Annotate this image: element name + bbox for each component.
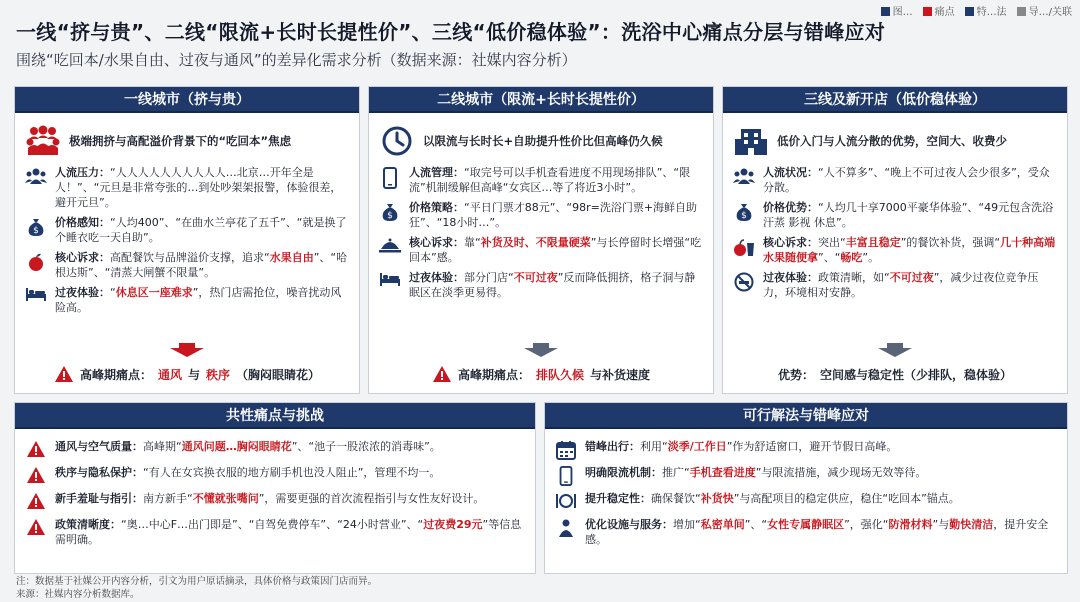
fruit-icon <box>26 252 46 272</box>
row-crowd-management: 人流管理：“取完号可以手机查看进度不用现场排队”、“限流”机制缓解但高峰“女宾区…等了将近3小时”。 <box>377 165 705 195</box>
row-policy-clarity: 政策清晰度：“奥…中心F…出门即是”、“自驾免费停车”、“24小时营业”、“过夜费29元”等信息需明确。 <box>25 517 525 547</box>
svg-text:$: $ <box>741 211 747 221</box>
money-bag-icon <box>734 202 754 222</box>
row-overnight: 过夜体验：政策清晰，如“不可过夜”，减少过夜位竞争压力，环境相对安静。 <box>731 270 1059 300</box>
phone-icon <box>383 167 397 189</box>
no-bed-icon <box>734 272 754 292</box>
row-off-peak: 错峰出行：利用“淡季/工作日”作为舒适窗口，避开节假日高峰。 <box>555 439 1057 459</box>
money-bag-icon <box>380 202 400 222</box>
people-icon <box>25 167 47 185</box>
bed-icon <box>25 287 47 301</box>
row-price-strategy: $ 价格策略：“平日门票才88元”、“98r=洗浴门票+海鲜自助狂”、“18小时…”。 <box>377 200 705 230</box>
panel-common-pain-points <box>14 402 536 574</box>
money-bag-icon <box>26 217 46 237</box>
building-icon <box>733 125 769 157</box>
phone-icon <box>559 466 573 486</box>
row-overnight: 过夜体验：“休息区一座难求”，热门店需抢位，噪音扰动风险高。 <box>23 285 351 315</box>
row-order-privacy: 秩序与隐私保护：“有人在女宾换衣服的地方刷手机也没人阻止”，管理不均一。 <box>25 465 525 485</box>
row-price-advantage: $ 价格优势：“人均几十享7000平豪华体验”、“49元包含洗浴 汗蒸 影视 休息”。 <box>731 200 1059 230</box>
svg-text:$: $ <box>33 226 39 236</box>
crowd-icon <box>25 125 61 157</box>
page-subtitle: 围绕“吃回本/水果自由、过夜与通风”的差异化需求分析（数据来源：社媒内容分析） <box>16 51 577 69</box>
row-facilities: 优化设施与服务：增加“私密单间”、“女性专属静眠区”，强化“防滑材料”与勤快清洁，提升安全感。 <box>555 517 1057 547</box>
warning-icon <box>26 492 46 510</box>
fruit-drink-icon <box>733 237 755 257</box>
row-core-demand: 核心诉求：突出“丰富且稳定”的餐饮补货，强调“几十种高端水果随便拿”、“畅吃”。 <box>731 235 1059 265</box>
panel-intro: 低价入门与人流分散的优势，空间大、收费少 <box>733 125 1057 157</box>
warning-icon <box>26 440 46 458</box>
people-icon <box>733 167 755 185</box>
row-flow-limit: 明确限流机制：推广“手机查看进度”与限流措施，减少现场无效等待。 <box>555 465 1057 485</box>
legend-item: 图… <box>881 3 913 18</box>
row-crowd-pressure: 人流压力：“人人人人人人人人人人…北京…开年全是人！”、“元旦是非常夸张的…到处吵架架报警，体验很差，避开元旦”。 <box>23 165 351 210</box>
panel-intro: 以限流与长时长+自助提升性价比但高峰仍久候 <box>379 125 703 157</box>
cutlery-plate-icon <box>555 492 577 510</box>
service-icon <box>556 518 576 538</box>
warning-icon <box>26 466 46 484</box>
panel-tier1 <box>14 86 360 394</box>
row-ventilation: 通风与空气质量：高峰期“通风问题…胸闷眼睛花”、“池子一股浓浓的消毒味”。 <box>25 439 525 459</box>
calendar-icon <box>556 440 576 460</box>
advantage-point: 优势： 空间感与稳定性（少排队，稳体验） <box>777 368 1013 382</box>
row-newbie-guidance: 新手羞耻与指引：南方新手“不懂就张嘴问”，需要更强的首次流程指引与女性友好设计。 <box>25 491 525 511</box>
panel-tier2 <box>368 86 714 394</box>
legend-item: 导…/关联 <box>1017 3 1072 18</box>
footnote: 注：数据基于社媒公开内容分析，引文为用户原话摘录，具体价格与政策因门店而异。 来源：社媒内容分析数据库。 <box>16 576 378 600</box>
panel-header: 可行解法与错峰应对 <box>545 403 1067 429</box>
pain-point: 高峰期痛点： 通风 与 秩序 （胸闷眼睛花） <box>15 365 359 383</box>
down-arrow-icon <box>524 343 558 357</box>
legend <box>881 3 1072 18</box>
row-crowd-status: 人流状况：“人不算多”、“晚上不可过夜人会少很多”，受众分散。 <box>731 165 1059 195</box>
warning-icon <box>432 365 452 383</box>
panel-header: 二线城市（限流+长时长提性价） <box>369 87 713 113</box>
down-arrow-icon <box>878 343 912 357</box>
panel-intro: 极端拥挤与高配溢价背景下的“吃回本”焦虑 <box>25 125 349 157</box>
page-title: 一线“挤与贵”、二线“限流+长时长提性价”、三线“低价稳体验”：洗浴中心痛点分层与错峰应对 <box>16 20 886 44</box>
panel-solutions <box>544 402 1068 574</box>
panel-tier3 <box>722 86 1068 394</box>
pain-point: 高峰期痛点： 排队久候 与补货速度 <box>369 365 713 383</box>
legend-item: 特…法 <box>965 3 1007 18</box>
down-arrow-icon <box>170 343 204 357</box>
panel-header: 一线城市（挤与贵） <box>15 87 359 113</box>
warning-icon <box>54 365 74 383</box>
legend-item: 痛点 <box>923 3 955 18</box>
warning-icon <box>26 518 46 536</box>
row-overnight: 过夜体验：部分门店“不可过夜”反而降低拥挤，格子洞与静眠区在淡季更易得。 <box>377 270 705 300</box>
clock-icon <box>379 125 415 157</box>
svg-text:$: $ <box>387 211 393 221</box>
row-stability: 提升稳定性：确保餐饮“补货快”与高配项目的稳定供应，稳住“吃回本”锚点。 <box>555 491 1057 511</box>
row-price-perception: $ 价格感知：“人均400”、“在曲水兰亭花了五千”、“就是换了个睡衣吃一天自助”。 <box>23 215 351 245</box>
row-core-demand: 核心诉求：高配餐饮与品牌溢价支撑，追求“水果自由”、“哈根达斯”、“清蒸大闸蟹不限量”。 <box>23 250 351 280</box>
panel-header: 三线及新开店（低价稳体验） <box>723 87 1067 113</box>
bed-icon <box>379 272 401 286</box>
panel-header: 共性痛点与挑战 <box>15 403 535 429</box>
food-dish-icon <box>379 237 401 255</box>
row-core-demand: 核心诉求：靠“补货及时、不限量硬菜”与长停留时长增强“吃回本”感。 <box>377 235 705 265</box>
